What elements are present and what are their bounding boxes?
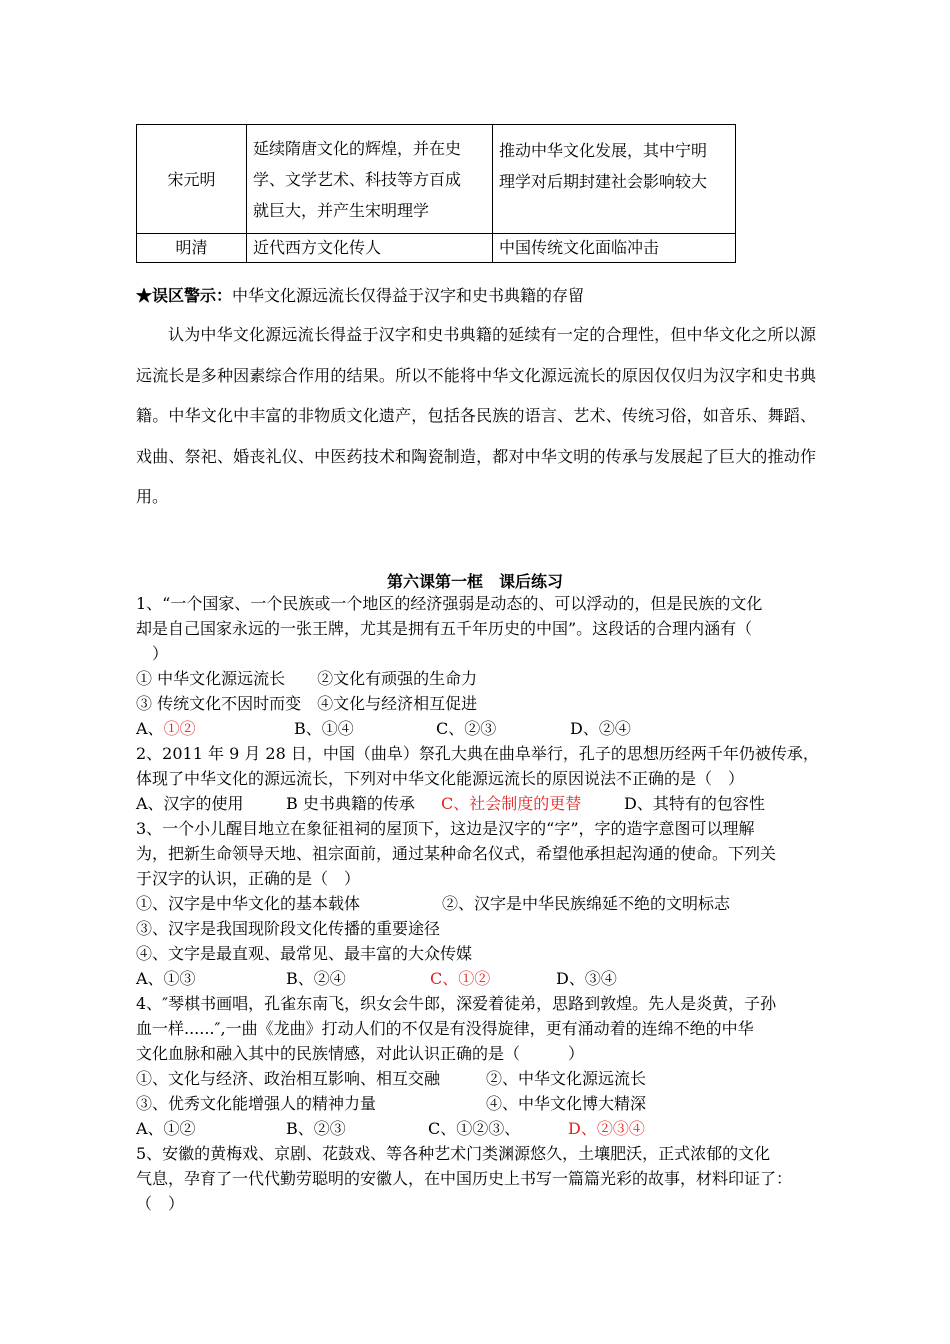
cell-line: 延续隋唐文化的辉煌，并在史	[253, 138, 462, 158]
q3-line: 于汉字的认识，正确的是（ ）	[136, 869, 361, 888]
impact-cell: 中国传统文化面临冲击	[493, 234, 736, 263]
option-a: A、汉字的使用	[136, 794, 244, 813]
q1-line: 却是自己国家永远的一张王牌，尤其是拥有五千年历史的中国”。这段话的合理内涵有（	[136, 619, 753, 638]
exercise-title: 第六课第一框 课后练习	[386, 572, 563, 591]
option-a: A、①②	[136, 1119, 196, 1138]
q3-line: 3、一个小儿醒目地立在象征祖祠的屋顶下，这边是汉字的“字”，字的造字意图可以理解	[136, 819, 755, 838]
q1-statement: ① 中华文化源远流长 ②文化有顽强的生命力	[136, 669, 478, 688]
option-b: B、①④	[294, 719, 354, 738]
q2-line: 2、2011 年 9 月 28 日，中国（曲阜）祭孔大典在曲阜举行，孔子的思想历经两千年仍被传承，	[136, 744, 819, 763]
q3-statement: ④、文字是最直观、最常见、最丰富的大众传媒	[136, 944, 473, 963]
warning-text: 中华文化源远流长仅得益于汉字和史书典籍的存留	[232, 286, 585, 305]
q4-line: 文化血脉和融入其中的民族情感，对此认识正确的是（ ）	[136, 1044, 585, 1063]
option-c: C、①②③、	[428, 1119, 521, 1138]
q4-line: 血一样......″,一曲《龙曲》打动人们的不仅是有没得旋律，更有涌动着的连绵不绝的中华	[136, 1019, 754, 1038]
content-cell: 近代西方文化传人	[247, 234, 493, 263]
cell-line: 学、文学艺术、科技等方百成	[253, 169, 462, 189]
q3-statement: ③、汉字是我国现阶段文化传播的重要途径	[136, 919, 441, 938]
q3-statement: ②、汉字是中华民族绵延不绝的文明标志	[442, 894, 731, 913]
option-c: C、①②	[430, 969, 491, 988]
q4-statement: ①、文化与经济、政治相互影响、相互交融	[136, 1069, 441, 1088]
q1-statement: ③ 传统文化不因时而变 ④文化与经济相互促进	[136, 694, 478, 713]
q5-line: 气息，孕育了一代代勤劳聪明的安徽人，在中国历史上书写一篇篇光彩的故事，材料印证了：	[136, 1169, 793, 1188]
answer-mark: ①②	[163, 719, 196, 738]
option-d: D、其特有的包容性	[624, 794, 765, 813]
option-b: B、②③	[286, 1119, 346, 1138]
q1-line: ）	[136, 644, 169, 663]
table-row	[137, 234, 736, 263]
cell-line: 就巨大，并产生宋明理学	[253, 200, 430, 220]
q5-line: （ ）	[136, 1194, 185, 1213]
q3-statement: ①、汉字是中华文化的基本载体	[136, 894, 361, 913]
warning-label: ★误区警示：	[136, 286, 233, 305]
q1-line: 1、“一个国家、一个民族或一个地区的经济强弱是动态的、可以浮动的，但是民族的文化	[136, 594, 763, 613]
option-c: C、②③	[436, 719, 497, 738]
q4-statement: ②、中华文化源远流长	[486, 1069, 647, 1088]
q4-line: 4、″琴棋书画唱，孔雀东南飞，织女会牛郎，深爱着徒弟，思路到敦煌。先人是炎黄，子孙	[136, 994, 777, 1013]
option-a: A、①②	[136, 719, 196, 738]
cell-line: 理学对后期封建社会影响较大	[499, 172, 708, 191]
history-table	[136, 124, 736, 263]
warning-line	[136, 283, 584, 306]
era-cell: 宋元明	[137, 125, 247, 234]
impact-cell	[493, 125, 736, 234]
option-b: B、②④	[286, 969, 346, 988]
option-b: B 史书典籍的传承	[286, 794, 415, 813]
cell-line: 推动中华文化发展，其中宁明	[499, 141, 708, 160]
option-a: A、①③	[136, 969, 196, 988]
era-cell: 明清	[137, 234, 247, 263]
q4-statement: ③、优秀文化能增强人的精神力量	[136, 1094, 377, 1113]
table-row	[137, 125, 736, 234]
warning-paragraph: 认为中华文化源远流长得益于汉字和史书典籍的延续有一定的合理性，但中华文化之所以源远流长是多种因素综合作用的结果。所以不能将中华文化源远流长的原因仅仅归为汉字和史书典籍。中华文化中丰富的非物质文化遗产，包括各民族的语言、艺术、传统习俗，如音乐、舞蹈、戏曲、祭祀、婚丧礼仪、中医药技术和陶瓷制造，都对中华文明的传承与发展起了巨大的推动作用。	[136, 325, 816, 506]
option-c: C、社会制度的更替	[441, 794, 582, 813]
q5-line: 5、安徽的黄梅戏、京剧、花鼓戏、等各种艺术门类渊源悠久，土壤肥沃，正式浓郁的文化	[136, 1144, 771, 1163]
content-cell	[247, 125, 493, 234]
option-d: D、②③④	[568, 1119, 645, 1138]
option-d: D、③④	[556, 969, 617, 988]
q2-line: 体现了中华文化的源远流长，下列对中华文化能源远流长的原因说法不正确的是（ ）	[136, 769, 745, 788]
option-d: D、②④	[570, 719, 631, 738]
q3-line: 为，把新生命领导天地、祖宗面前，通过某种命名仪式，希望他承担起沟通的使命。下列关	[136, 844, 777, 863]
q4-statement: ④、中华文化博大精深	[486, 1094, 647, 1113]
